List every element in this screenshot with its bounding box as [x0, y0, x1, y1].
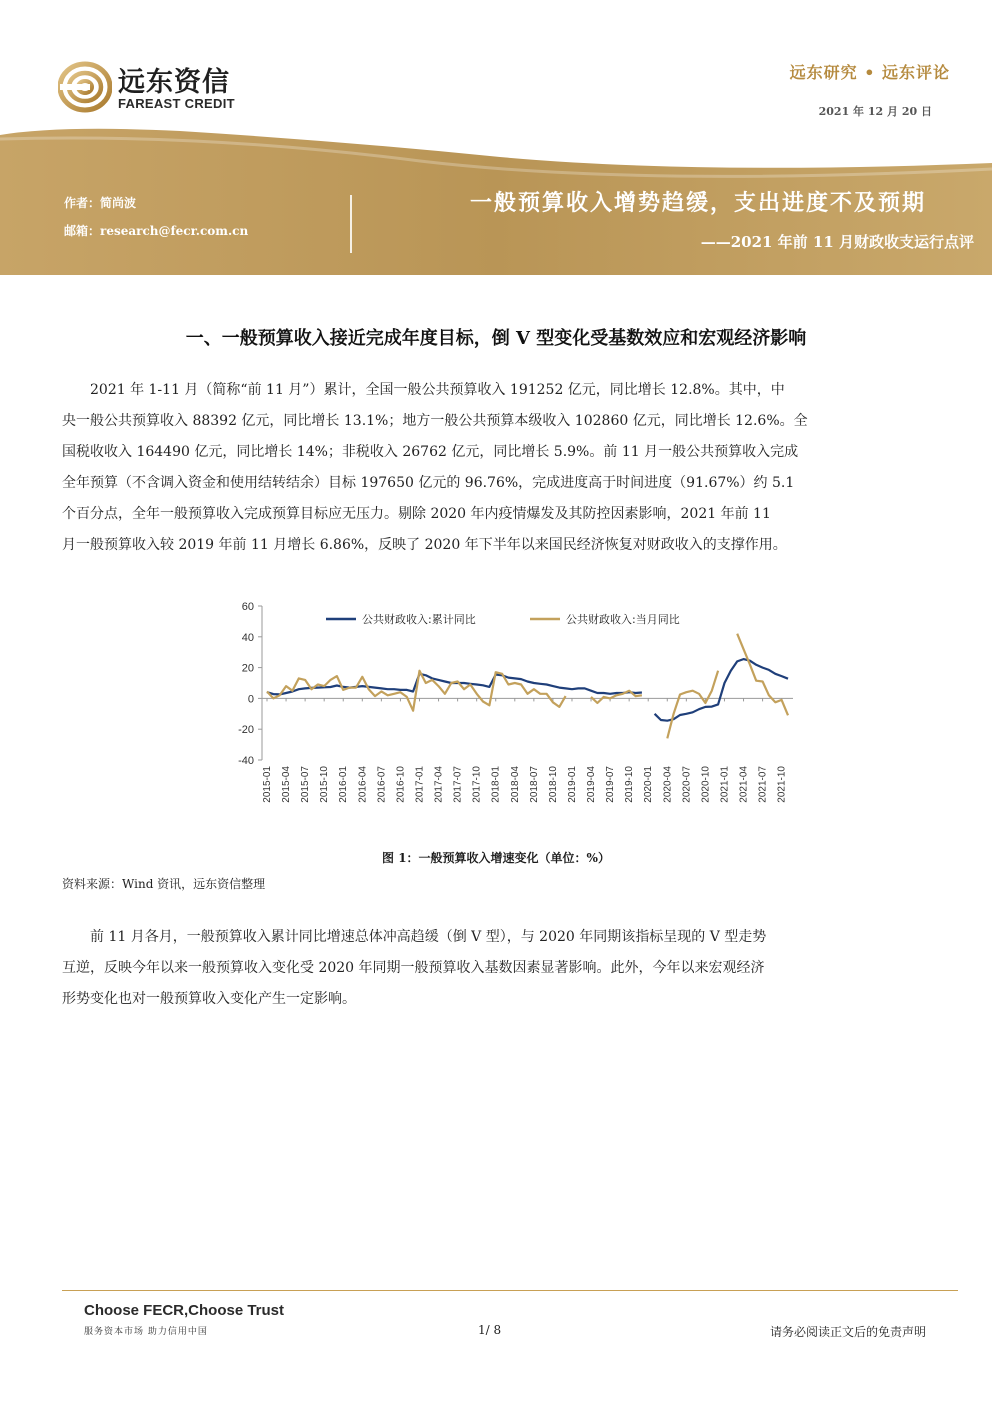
x-tick-label: 2021-01 [719, 766, 731, 803]
logo-english-text: FAREAST CREDIT [118, 96, 235, 111]
paragraph-1 [62, 375, 932, 561]
x-tick-label: 2020-01 [643, 766, 655, 803]
footer-slogan-en: Choose FECR,Choose Trust [84, 1302, 285, 1319]
x-tick-label: 2021-04 [738, 766, 750, 803]
series-line-2 [267, 671, 566, 711]
x-tick-label: 2015-10 [319, 766, 331, 803]
x-tick-label: 2018-07 [528, 766, 540, 803]
y-tick-label: 0 [247, 693, 254, 706]
x-tick-label: 2015-01 [262, 766, 273, 803]
x-tick-label: 2017-01 [414, 766, 426, 803]
x-tick-label: 2018-04 [509, 766, 521, 803]
fareast-logo-icon [58, 60, 112, 114]
x-tick-label: 2019-01 [566, 766, 578, 803]
legend-label-2: 公共财政收入:当月同比 [566, 613, 680, 626]
x-tick-label: 2018-10 [547, 766, 559, 803]
document-subtitle: ——2021 年前 11 月财政收支运行点评 [700, 233, 974, 251]
x-tick-label: 2020-04 [662, 766, 674, 803]
revenue-growth-chart [230, 598, 800, 838]
x-tick-label: 2021-10 [776, 766, 788, 803]
y-tick-label: 60 [241, 601, 254, 613]
paragraph-line: 全年预算（不含调入资金和使用结转结余）目标 197650 亿元的 96.76%，完成进度高于时间进度（91.67%）约 5.1 [62, 475, 795, 491]
figure-caption: 图 1：一般预算收入增速变化（单位：%） [382, 851, 610, 865]
series-line-1 [267, 674, 642, 695]
paragraph-2 [62, 922, 932, 1015]
paragraph-line: 央一般公共预算收入 88392 亿元，同比增长 13.1%；地方一般公共预算本级收入 102860 亿元，同比增长 12.6%。全 [62, 413, 808, 429]
y-tick-label: -40 [238, 755, 254, 767]
paragraph-line: 前 11 月各月，一般预算收入累计同比增速总体冲高趋缓（倒 V 型），与 2020 年同期该指标呈现的 V 型走势 [90, 929, 767, 945]
x-tick-label: 2020-10 [700, 766, 712, 803]
y-tick-label: 40 [241, 631, 254, 644]
x-tick-label: 2016-07 [376, 766, 388, 803]
x-tick-label: 2019-04 [586, 766, 598, 803]
paragraph-line: 互逆，反映今年以来一般预算收入变化受 2020 年同期一般预算收入基数因素显著影响。此外，今年以来宏观经济 [62, 960, 765, 976]
author-email[interactable]: 邮箱：research@fecr.com.cn [64, 224, 249, 238]
x-tick-label: 2015-04 [281, 766, 293, 803]
paragraph-line: 2021 年 1-11 月（简称“前 11 月”）累计，全国一般公共预算收入 191252 亿元，同比增长 12.8%。其中，中 [90, 382, 785, 398]
report-date: 2021 年 12 月 20 日 [818, 105, 932, 118]
legend-label-1: 公共财政收入:累计同比 [362, 613, 476, 626]
x-tick-label: 2017-04 [433, 766, 445, 803]
x-tick-label: 2016-04 [357, 766, 369, 803]
author-line: 作者：简尚波 [64, 196, 137, 210]
paragraph-line: 个百分点，全年一般预算收入完成预算目标应无压力。剔除 2020 年内疫情爆发及其防控因素影响，2021 年前 11 [62, 506, 771, 522]
footer-disclaimer: 请务必阅读正文后的免责声明 [769, 1325, 926, 1339]
logo-chinese-text: 远东资信 [118, 67, 230, 98]
x-tick-label: 2016-10 [395, 766, 407, 803]
x-tick-label: 2015-07 [300, 766, 312, 803]
company-logo [58, 56, 258, 120]
y-tick-label: 20 [241, 662, 254, 675]
x-tick-label: 2017-10 [471, 766, 483, 803]
x-tick-label: 2019-07 [605, 766, 617, 803]
y-tick-label: -20 [238, 724, 254, 737]
x-tick-label: 2016-01 [338, 766, 350, 803]
paragraph-line: 形势变化也对一般预算收入变化产生一定影响。 [62, 991, 356, 1007]
footer-slogan-cn: 服务资本市场 助力信用中国 [84, 1327, 208, 1337]
series-line-2 [667, 671, 718, 739]
paragraph-line: 国税收收入 164490 亿元，同比增长 14%；非税收入 26762 亿元，同比增长 5.9%。前 11 月一般公共预算收入完成 [62, 444, 799, 460]
footer-divider [62, 1290, 958, 1291]
section-heading: 一、一般预算收入接近完成年度目标，倒 V 型变化受基数效应和宏观经济影响 [185, 328, 807, 349]
x-tick-label: 2019-10 [624, 766, 636, 803]
x-tick-label: 2021-07 [757, 766, 769, 803]
page-number: 1/ 8 [478, 1323, 502, 1337]
report-series: 远东研究 • 远东评论 [789, 63, 950, 82]
x-tick-label: 2017-07 [452, 766, 464, 803]
document-title: 一般预算收入增势趋缓，支出进度不及预期 [469, 190, 926, 216]
figure-source: 资料来源：Wind 资讯，远东资信整理 [62, 877, 266, 891]
x-tick-label: 2018-01 [490, 766, 502, 803]
paragraph-line: 月一般预算收入较 2019 年前 11 月增长 6.86%，反映了 2020 年下半年以来国民经济恢复对财政收入的支撑作用。 [62, 537, 787, 553]
x-tick-label: 2020-07 [681, 766, 693, 803]
